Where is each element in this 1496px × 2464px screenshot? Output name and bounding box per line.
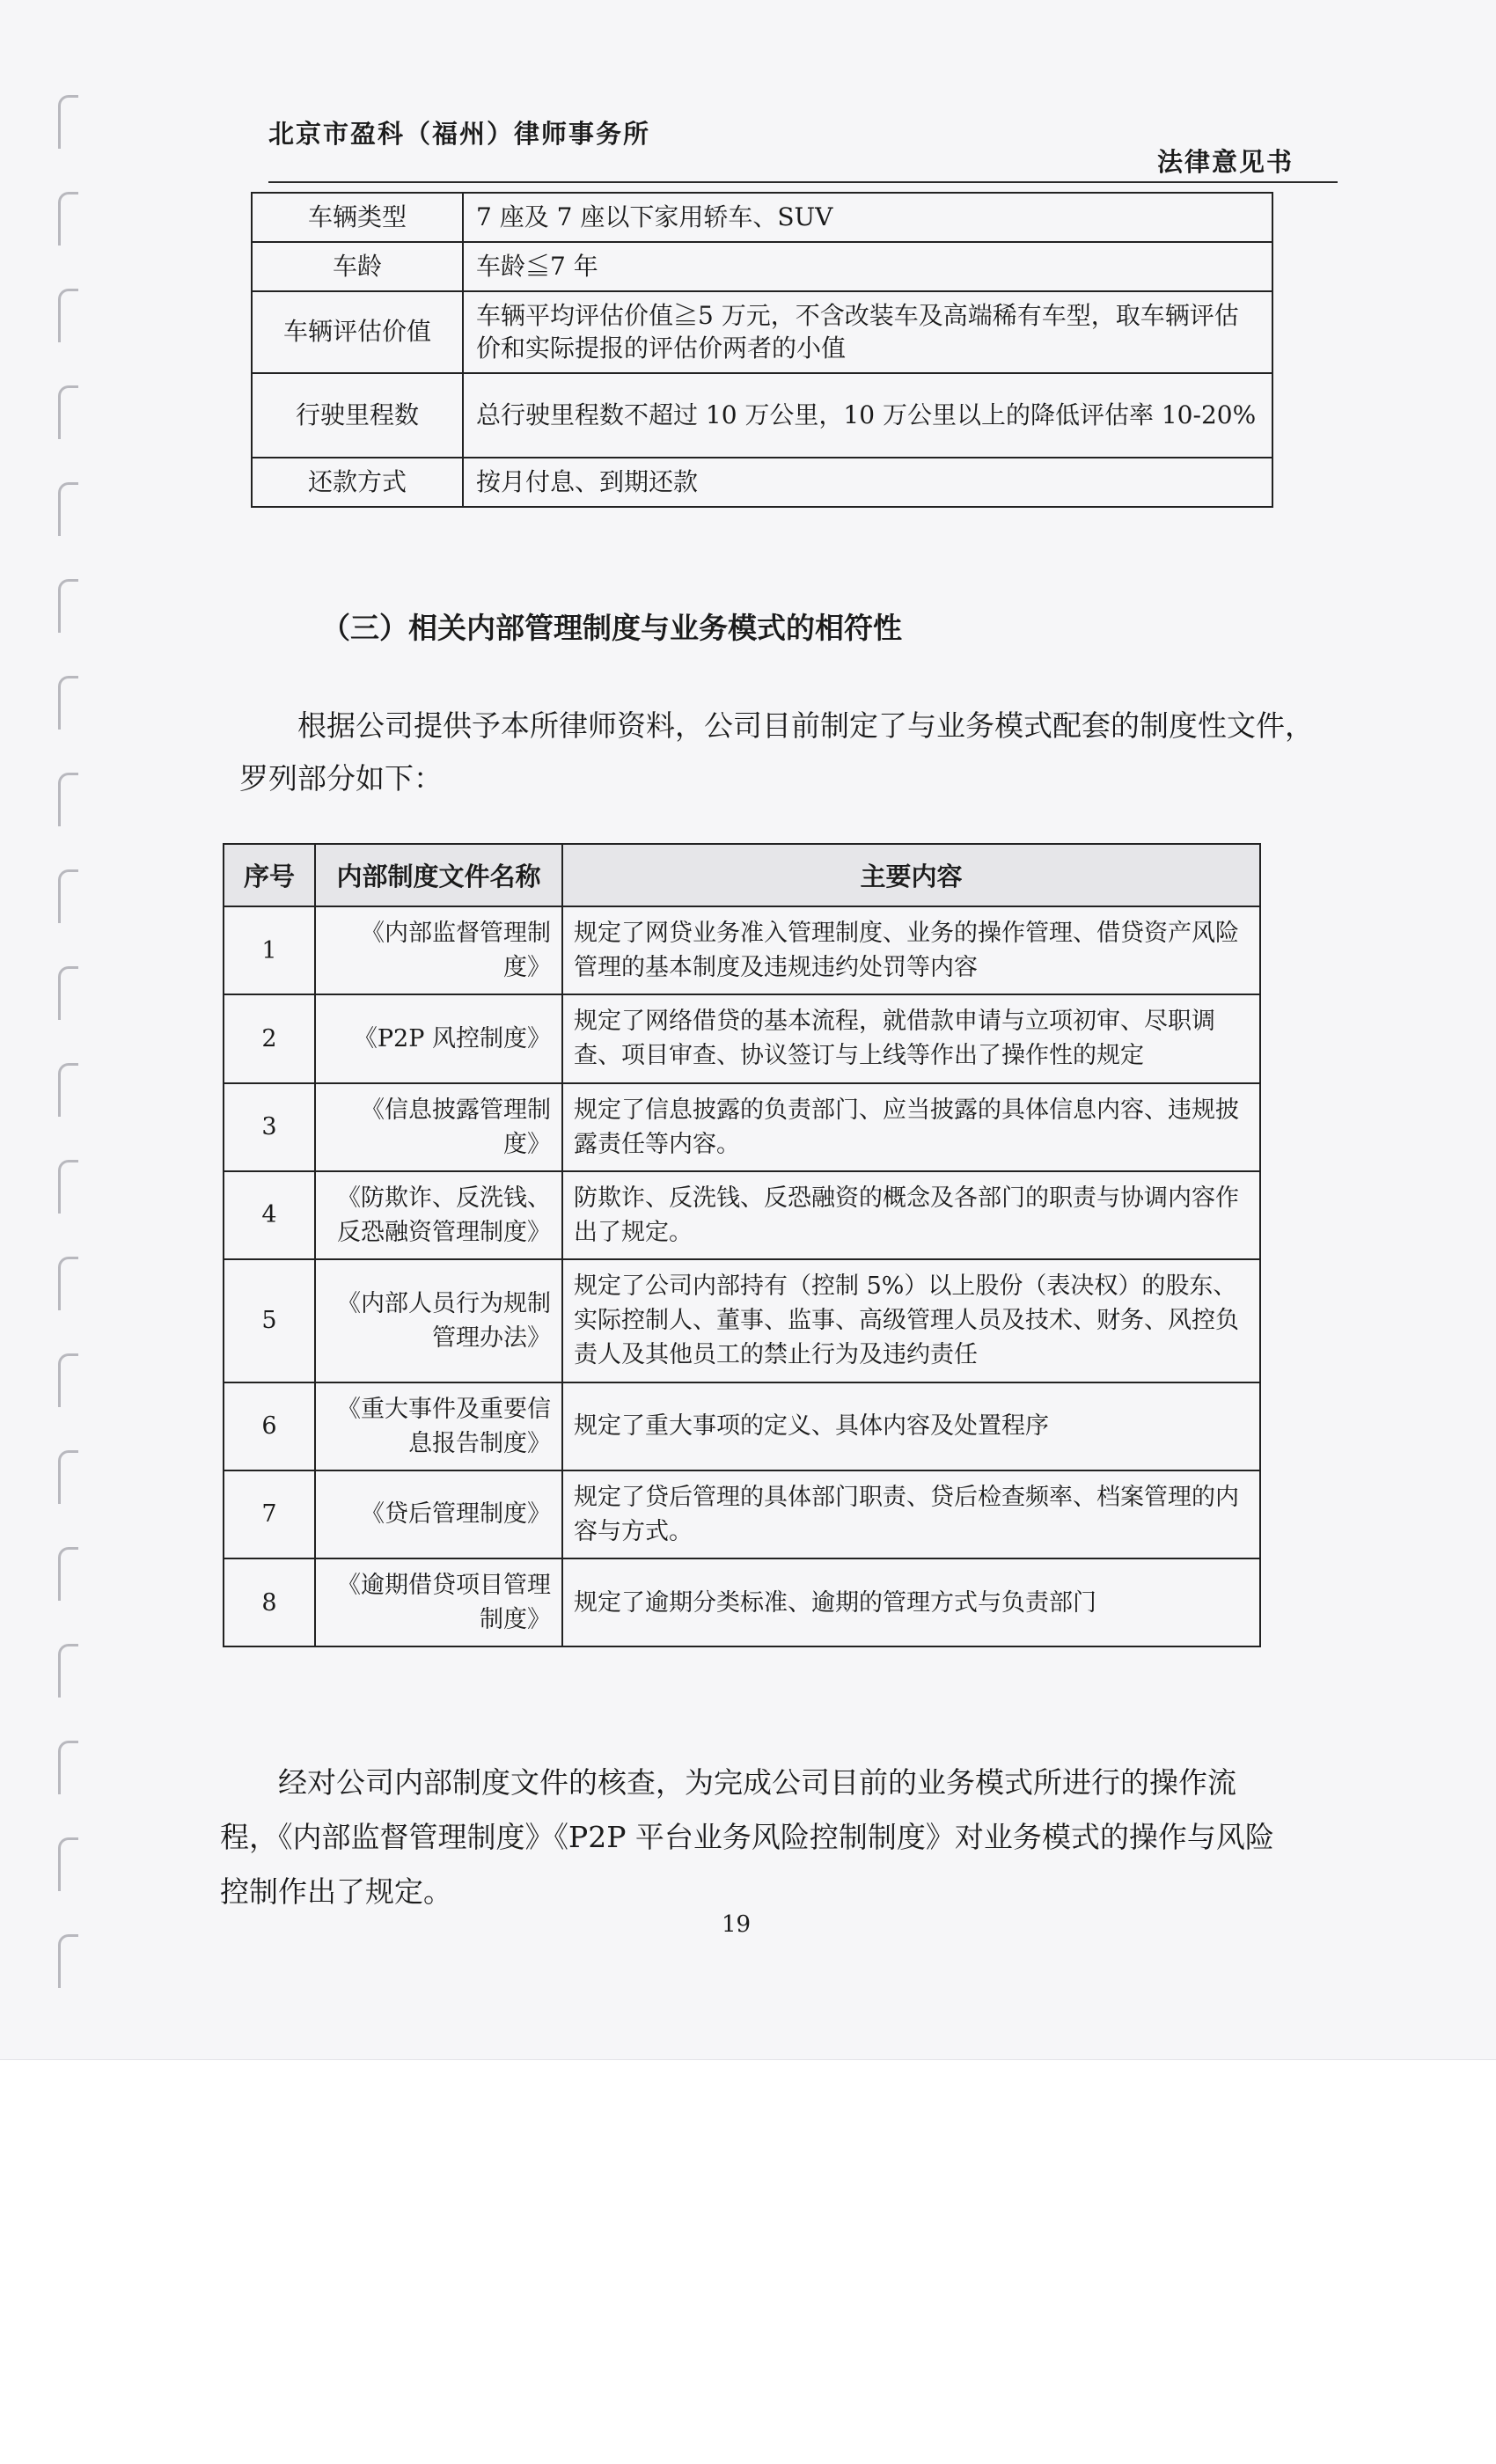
table-row <box>224 1470 1260 1558</box>
row-value: 车辆平均评估价值≧5 万元，不含改装车及高端稀有车型，取车辆评估价和实际提报的评估价两者的小值 <box>463 291 1272 374</box>
binding-hole <box>58 1353 78 1407</box>
binding-hole <box>58 1160 78 1214</box>
table-row <box>224 1382 1260 1470</box>
column-header-no: 序号 <box>224 844 315 906</box>
binding-hole <box>58 1741 78 1794</box>
header-divider <box>268 181 1338 183</box>
table-row <box>224 1558 1260 1646</box>
vehicle-criteria-table <box>251 192 1273 508</box>
page-header <box>268 104 1338 183</box>
conclusion-paragraph: 经对公司内部制度文件的核查，为完成公司目前的业务模式所进行的操作流程，《内部监督管理制度》《P2P 平台业务风险控制制度》对业务模式的操作与风险控制作出了规定。 <box>220 1765 1274 1909</box>
rule-name: 《重大事件及重要信息报告制度》 <box>315 1382 562 1470</box>
section-heading: （三）相关内部管理制度与业务模式的相符性 <box>321 611 902 645</box>
binding-hole <box>58 579 78 633</box>
rule-content: 防欺诈、反洗钱、反恐融资的概念及各部门的职责与协调内容作出了规定。 <box>562 1171 1260 1259</box>
row-label: 车辆评估价值 <box>252 291 463 374</box>
rule-content: 规定了重大事项的定义、具体内容及处置程序 <box>562 1382 1260 1470</box>
internal-rules-table <box>223 843 1261 1647</box>
table-header-row <box>224 844 1260 906</box>
table-row <box>224 906 1260 994</box>
binding-hole <box>58 192 78 246</box>
table-row <box>252 458 1272 507</box>
binding-hole <box>58 1450 78 1504</box>
binding-hole <box>58 482 78 536</box>
binding-hole <box>58 95 78 149</box>
binding-hole <box>58 1837 78 1891</box>
table-row <box>252 291 1272 374</box>
rule-content: 规定了网络借贷的基本流程，就借款申请与立项初审、尽职调查、项目审查、协议签订与上线等作出了操作性的规定 <box>562 994 1260 1082</box>
row-number: 6 <box>224 1382 315 1470</box>
row-number: 5 <box>224 1259 315 1382</box>
page-number: 19 <box>722 1911 752 1938</box>
row-value: 7 座及 7 座以下家用轿车、SUV <box>463 193 1272 242</box>
table-row <box>224 1083 1260 1171</box>
firm-name: 北京市盈科（福州）律师事务所 <box>268 119 651 149</box>
rule-name: 《防欺诈、反洗钱、反恐融资管理制度》 <box>315 1171 562 1259</box>
rule-name: 《内部人员行为规制管理办法》 <box>315 1259 562 1382</box>
row-number: 8 <box>224 1558 315 1646</box>
rule-name: 《内部监督管理制度》 <box>315 906 562 994</box>
rule-content: 规定了网贷业务准入管理制度、业务的操作管理、借贷资产风险管理的基本制度及违规违约处罚等内容 <box>562 906 1260 994</box>
rule-content: 规定了公司内部持有（控制 5%）以上股份（表决权）的股东、实际控制人、董事、监事、高级管理人员及技术、财务、风控负责人及其他员工的禁止行为及违约责任 <box>562 1259 1260 1382</box>
rule-content: 规定了贷后管理的具体部门职责、贷后检查频率、档案管理的内容与方式。 <box>562 1470 1260 1558</box>
row-label: 车龄 <box>252 242 463 291</box>
rule-content: 规定了信息披露的负责部门、应当披露的具体信息内容、违规披露责任等内容。 <box>562 1083 1260 1171</box>
row-label: 还款方式 <box>252 458 463 507</box>
table-row <box>224 1259 1260 1382</box>
binding-hole <box>58 1644 78 1698</box>
row-label: 车辆类型 <box>252 193 463 242</box>
table-row <box>224 1171 1260 1259</box>
binding-hole <box>58 1547 78 1601</box>
binding-hole <box>58 773 78 826</box>
binding-holes <box>0 0 79 2059</box>
row-value: 车龄≦7 年 <box>463 242 1272 291</box>
binding-hole <box>58 966 78 1020</box>
rule-name: 《信息披露管理制度》 <box>315 1083 562 1171</box>
rule-name: 《P2P 风控制度》 <box>315 994 562 1082</box>
rule-content: 规定了逾期分类标准、逾期的管理方式与负责部门 <box>562 1558 1260 1646</box>
binding-hole <box>58 385 78 439</box>
row-number: 2 <box>224 994 315 1082</box>
row-label: 行驶里程数 <box>252 373 463 458</box>
table-row <box>252 373 1272 458</box>
binding-hole <box>58 289 78 342</box>
column-header-content: 主要内容 <box>562 844 1260 906</box>
row-number: 7 <box>224 1470 315 1558</box>
document-type: 法律意见书 <box>1156 147 1294 177</box>
binding-hole <box>58 1934 78 1988</box>
row-value: 按月付息、到期还款 <box>463 458 1272 507</box>
table-row <box>252 193 1272 242</box>
row-number: 1 <box>224 906 315 994</box>
row-number: 4 <box>224 1171 315 1259</box>
column-header-name: 内部制度文件名称 <box>315 844 562 906</box>
row-number: 3 <box>224 1083 315 1171</box>
binding-hole <box>58 676 78 730</box>
rule-name: 《贷后管理制度》 <box>315 1470 562 1558</box>
binding-hole <box>58 869 78 923</box>
binding-hole <box>58 1257 78 1310</box>
intro-paragraph: 根据公司提供予本所律师资料，公司目前制定了与业务模式配套的制度性文件，罗列部分如下： <box>239 708 1314 796</box>
table-row <box>224 994 1260 1082</box>
table-row <box>252 242 1272 291</box>
rule-name: 《逾期借贷项目管理制度》 <box>315 1558 562 1646</box>
binding-hole <box>58 1063 78 1117</box>
row-value: 总行驶里程数不超过 10 万公里，10 万公里以上的降低评估率 10-20% <box>463 373 1272 458</box>
